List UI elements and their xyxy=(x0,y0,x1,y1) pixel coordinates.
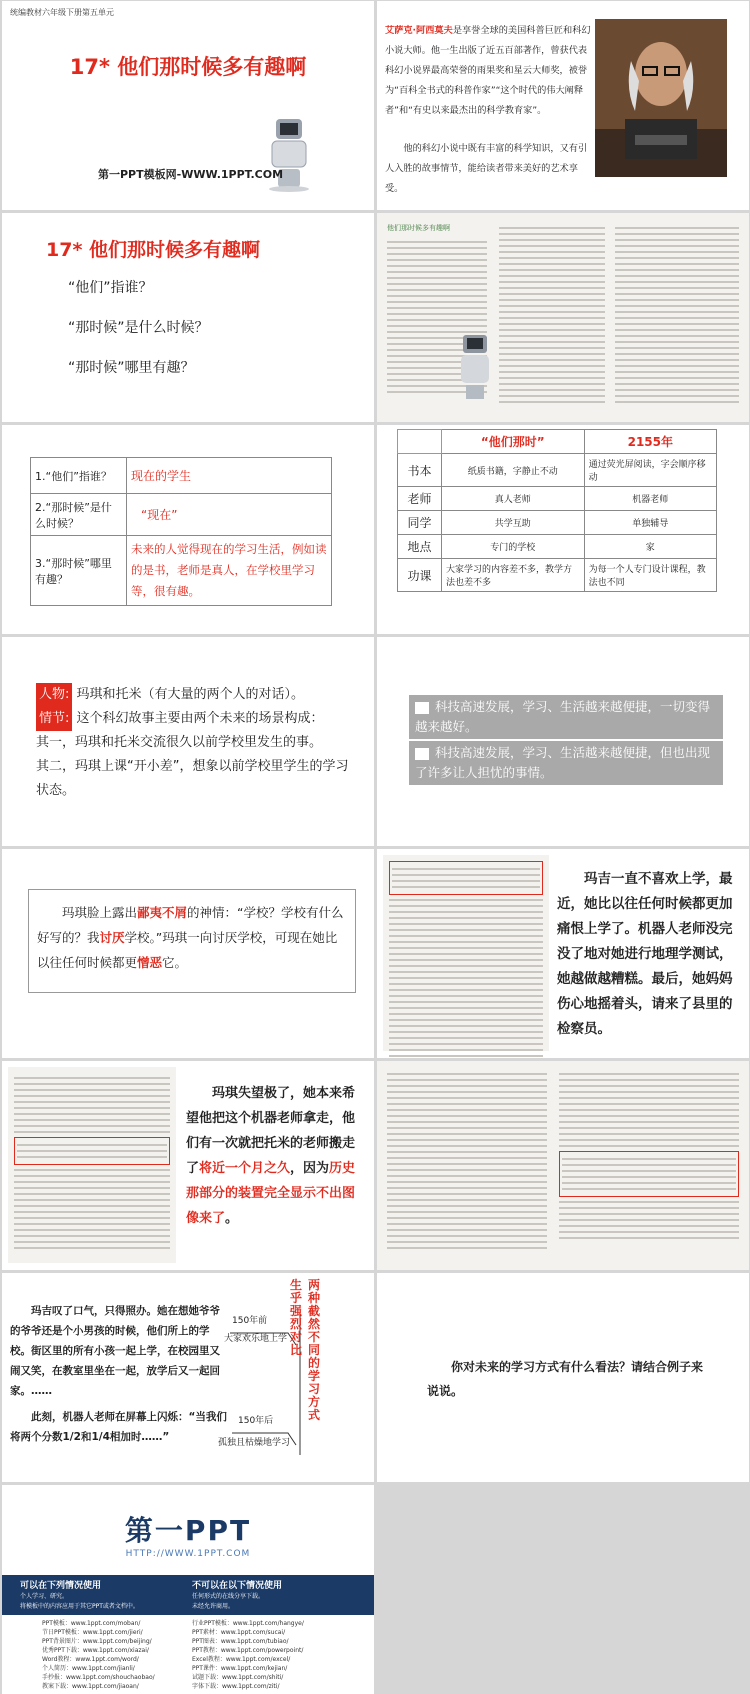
site-label: 第一PPT模板网-WWW.1PPT.COM xyxy=(98,168,284,181)
link[interactable]: PPT图表：www.1ppt.com/tubiao/ xyxy=(192,1638,289,1645)
row-label: 老师 xyxy=(398,487,442,511)
option-box-1 xyxy=(409,695,723,739)
future-cell: 通过荧光屏阅读，字会顺序移动 xyxy=(584,454,716,487)
table-row xyxy=(398,454,717,487)
slide-2-author xyxy=(377,1,749,210)
grade-label: 统编教材六年级下册第五单元 xyxy=(10,8,114,17)
slide-12-textbook-page xyxy=(377,1061,749,1270)
link[interactable]: 手抄报：www.1ppt.com/shouchaobao/ xyxy=(42,1674,155,1681)
author-name: 艾萨克·阿西莫夫 xyxy=(385,25,453,36)
plot-text xyxy=(36,683,356,803)
link[interactable]: 试题下载：www.1ppt.com/shiti/ xyxy=(192,1674,284,1681)
option-box-2 xyxy=(409,741,723,785)
row-label: 地点 xyxy=(398,535,442,559)
question-1: “他们”指谁？ xyxy=(68,280,153,296)
paragraph-future: 此刻，机器人老师在屏幕上闪烁：“当我们将两个分数1/2和1/4相加时……” xyxy=(10,1411,227,1443)
question-2: “那时候”是什么时候？ xyxy=(68,320,209,336)
author-work: 他的科幻小说中既有丰富的科学知识，又有引人入胜的故事情节，能给读者带来美好的艺术享受。 xyxy=(385,143,588,194)
then-cell: 专门的学校 xyxy=(442,535,585,559)
row-label: 功课 xyxy=(398,559,442,592)
cannot-heading: 不可以在以下情况使用 xyxy=(192,1581,283,1591)
characters-line: 玛琪和托米（有大量的两个人的对话）。 xyxy=(76,687,305,702)
checkbox-icon xyxy=(415,702,429,714)
quote-box xyxy=(28,889,356,993)
tag-characters: 人物: xyxy=(36,683,72,707)
future-cell: 家 xyxy=(584,535,716,559)
text: 。 xyxy=(225,1211,239,1226)
link[interactable]: PPT课件：www.1ppt.com/kejian/ xyxy=(192,1665,288,1672)
slide-5-answer-table xyxy=(2,425,374,634)
slide-7-plot xyxy=(2,637,374,846)
then-cell: 共学互助 xyxy=(442,511,585,535)
link[interactable]: Excel教程：www.1ppt.com/excel/ xyxy=(192,1656,291,1663)
slide-3-questions xyxy=(2,213,374,422)
slide-title: 17* 他们那时候多有趣啊 xyxy=(69,55,307,79)
slide-title: 17* 他们那时候多有趣啊 xyxy=(46,239,260,261)
scene-2: 其二，玛琪上课“开小差”，想象以前学校里学生的学习状态。 xyxy=(36,759,349,798)
header-then: “他们那时” xyxy=(442,430,585,454)
textbook-snippet xyxy=(383,855,549,1051)
paragraph-past: 玛吉叹了口气，只得照办。她在想她爷爷的爷爷还是个小男孩的时候，他们所上的学校。街区里的所有小孩一起上学，在校园里又闹又笑，在教室里坐在一起，放学后又一起回家。…… xyxy=(10,1305,220,1397)
page-heading: 他们那时候多有趣啊 xyxy=(387,224,450,232)
textbook-snippet xyxy=(8,1067,176,1263)
link[interactable]: 优秀PPT下载：www.1ppt.com/xiazai/ xyxy=(42,1647,149,1654)
brand-url: HTTP://WWW.1PPT.COM xyxy=(125,1549,251,1559)
future-cell: 单独辅导 xyxy=(584,511,716,535)
then-cell: 纸质书籍，字静止不动 xyxy=(442,454,585,487)
cannot-item: 任何形式的在线分享下载。 xyxy=(192,1593,265,1600)
link[interactable]: Word教程：www.1ppt.com/word/ xyxy=(42,1656,139,1663)
excerpt-text xyxy=(186,1081,358,1231)
table-row xyxy=(31,494,332,536)
answer-cell: “现在” xyxy=(127,494,332,536)
link[interactable]: PPT背景图片：www.1ppt.com/beijing/ xyxy=(42,1638,152,1645)
slide-9-excerpt xyxy=(2,849,374,1058)
vertical-label-1: 两种截然不同的学习方式 xyxy=(308,1278,321,1422)
text: 学校。”玛琪一向讨厌学校，可现在她比以往任何时候都更 xyxy=(37,930,338,970)
question-3: “那时候”哪里有趣？ xyxy=(68,360,195,376)
link[interactable]: PPT教程：www.1ppt.com/powerpoint/ xyxy=(192,1647,304,1654)
answer-cell: 现在的学生 xyxy=(127,458,332,494)
links-left xyxy=(42,1619,155,1691)
text-column-1 xyxy=(387,1069,547,1253)
question-cell: 1.“他们”指谁？ xyxy=(31,458,127,494)
can-item: 将模板中的内容应用于其它PPT或者文档中。 xyxy=(20,1603,139,1610)
keyword: 历史那部分的装置完全显示不出图像来了 xyxy=(186,1161,356,1226)
slide-8-options xyxy=(377,637,749,846)
table-header-row xyxy=(398,430,717,454)
text-column-2 xyxy=(559,1069,739,1243)
text: 的神情：“学校？学校有什么好写的？我 xyxy=(37,905,344,945)
keyword: 将近一个月之久 xyxy=(199,1161,291,1176)
cannot-item: 未经允许商用。 xyxy=(192,1603,235,1610)
can-heading: 可以在下列情况使用 xyxy=(20,1581,102,1591)
future-cell: 机器老师 xyxy=(584,487,716,511)
text-column-2 xyxy=(499,223,605,407)
question-cell: 2.“那时候”是什么时候？ xyxy=(31,494,127,536)
slide-13-contrast xyxy=(2,1273,374,1482)
link[interactable]: 教案下载：www.1ppt.com/jiaoan/ xyxy=(42,1683,139,1690)
usage-banner xyxy=(2,1575,374,1615)
link[interactable]: 节日PPT模板：www.1ppt.com/jieri/ xyxy=(42,1629,143,1636)
table-row xyxy=(398,559,717,592)
label-happy: 大家欢乐地上学 xyxy=(224,1334,288,1344)
scene-1: 其一，玛琪和托米交流很久以前学校里发生的事。 xyxy=(36,735,323,750)
label-150-after: 150年后 xyxy=(238,1416,274,1426)
table-row xyxy=(31,536,332,606)
text: 它。 xyxy=(162,955,188,970)
excerpt-text: 玛吉一直不喜欢上学，最近，她比以往任何时候都更加痛恨上学了。机器人老师没完没了地对她进行地理学测试，她越做越糟糕。最后，她妈妈伤心地摇着头，请来了县里的检察员。 xyxy=(557,871,733,1037)
vertical-label-2: 生乎强烈对比 xyxy=(290,1278,303,1357)
tag-plot: 情节: xyxy=(36,707,72,731)
row-label: 书本 xyxy=(398,454,442,487)
header-2155: 2155年 xyxy=(584,430,716,454)
keyword: 讨厌 xyxy=(99,930,125,945)
author-intro xyxy=(385,21,591,121)
robot-illustration xyxy=(457,331,493,401)
link[interactable]: PPT模板：www.1ppt.com/moban/ xyxy=(42,1620,141,1627)
plot-line: 这个科幻故事主要由两个未来的场景构成： xyxy=(76,711,324,726)
brand-logo: 第一PPT xyxy=(124,1514,252,1547)
text: ，因为 xyxy=(290,1161,330,1176)
then-cell: 真人老师 xyxy=(442,487,585,511)
slide-4-textbook-page xyxy=(377,213,749,422)
comparison-table xyxy=(397,429,717,592)
table-row xyxy=(398,535,717,559)
answer-table xyxy=(30,457,332,606)
slide-10-excerpt xyxy=(377,849,749,1058)
then-cell: 大家学习的内容差不多，教学方法也差不多 xyxy=(442,559,585,592)
author-bio: 是享誉全球的美国科普巨匠和科幻小说大师。他一生出版了近五百部著作，曾获代表科幻小说界最高荣誉的雨果奖和星云大师奖，被誉为“百科全书式的科普作家”“这个时代的伟大阐释者”和“有史以来最杰出的科学教育家”。 xyxy=(385,25,591,116)
answer-cell: 未来的人觉得现在的学习生活，例如读的是书，老师是真人，在学校里学习等，很有趣。 xyxy=(127,536,332,606)
slide-1-title xyxy=(2,1,374,210)
text: 玛琪脸上露出 xyxy=(62,905,138,920)
keyword: 鄙夷不屑 xyxy=(137,905,188,920)
label-lonely: 孤独且枯燥地学习 xyxy=(218,1438,291,1448)
table-row xyxy=(398,487,717,511)
text-column-3 xyxy=(615,223,739,407)
table-row xyxy=(31,458,332,494)
row-label: 同学 xyxy=(398,511,442,535)
can-item: 个人学习、研究。 xyxy=(20,1593,69,1600)
keyword: 憎恶 xyxy=(137,955,163,970)
question-cell: 3.“那时候”哪里有趣？ xyxy=(31,536,127,606)
slide-6-comparison-table xyxy=(377,425,749,634)
slide-15-credits xyxy=(2,1485,374,1694)
slide-11-excerpt xyxy=(2,1061,374,1270)
option-text: 科技高速发展，学习、生活越来越便捷，一切变得越来越好。 xyxy=(415,699,711,734)
link[interactable]: PPT素材：www.1ppt.com/sucai/ xyxy=(192,1629,286,1636)
link[interactable]: 字体下载：www.1ppt.com/ziti/ xyxy=(192,1683,280,1690)
link[interactable]: 行业PPT模板：www.1ppt.com/hangye/ xyxy=(192,1620,304,1627)
links-right xyxy=(192,1619,304,1691)
slide-14-discussion xyxy=(377,1273,749,1482)
table-row xyxy=(398,511,717,535)
text: 玛琪失望极了，她本来希望他把这个机器老师拿走，他们有一次就把托米的老师搬走了 xyxy=(186,1086,356,1176)
future-cell: 为每一个人专门设计课程，教法也不同 xyxy=(584,559,716,592)
link[interactable]: 个人简历：www.1ppt.com/jianli/ xyxy=(42,1665,135,1672)
discussion-question: 你对未来的学习方式有什么看法？请结合例子来说说。 xyxy=(427,1360,704,1398)
checkbox-icon xyxy=(415,748,429,760)
option-text: 科技高速发展，学习、生活越来越便捷，但也出现了许多让人担忧的事情。 xyxy=(415,745,711,780)
author-portrait xyxy=(595,19,727,177)
label-150-before: 150年前 xyxy=(232,1316,268,1326)
